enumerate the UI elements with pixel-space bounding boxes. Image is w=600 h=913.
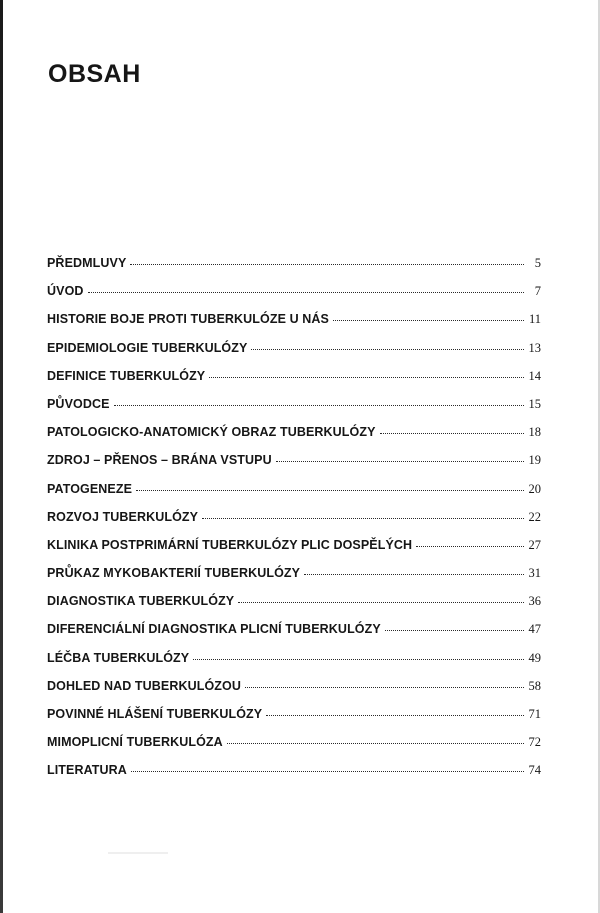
scan-smudge xyxy=(108,852,168,854)
toc-entry xyxy=(47,482,541,510)
toc-page-number: 71 xyxy=(528,707,541,721)
toc-entry-title: POVINNÉ HLÁŠENÍ TUBERKULÓZY xyxy=(47,707,263,721)
toc-entry-title: MIMOPLICNÍ TUBERKULÓZA xyxy=(47,735,223,750)
table-of-contents xyxy=(47,256,541,792)
toc-dot-leader xyxy=(193,659,524,660)
toc-entry-title: LÉČBA TUBERKULÓZY xyxy=(47,650,190,665)
toc-dot-leader xyxy=(227,743,524,744)
toc-entry xyxy=(47,651,541,679)
toc-entry xyxy=(47,594,541,622)
toc-dot-leader xyxy=(266,715,524,716)
toc-entry xyxy=(47,425,541,453)
toc-entry-title: DIAGNOSTIKA TUBERKULÓZY xyxy=(47,594,235,609)
toc-entry-title: PRŮKAZ MYKOBAKTERIÍ TUBERKULÓZY xyxy=(47,566,301,581)
toc-entry-title: LITERATURA xyxy=(47,763,127,778)
toc-entry xyxy=(47,763,541,791)
toc-page-number: 74 xyxy=(528,763,541,778)
toc-dot-leader xyxy=(88,292,524,293)
toc-dot-leader xyxy=(380,433,524,434)
toc-dot-leader xyxy=(251,349,524,350)
toc-page-number: 15 xyxy=(528,396,541,411)
toc-entry xyxy=(47,510,541,538)
toc-entry xyxy=(47,735,541,763)
toc-dot-leader xyxy=(131,771,524,772)
toc-dot-leader xyxy=(245,687,524,688)
toc-dot-leader xyxy=(130,264,524,265)
toc-entry xyxy=(47,284,541,312)
toc-entry-title: DOHLED NAD TUBERKULÓZOU xyxy=(47,678,241,693)
toc-entry-title: ÚVOD xyxy=(47,284,84,299)
toc-dot-leader xyxy=(304,574,524,575)
toc-entry-title: DEFINICE TUBERKULÓZY xyxy=(47,368,206,383)
toc-page-number: 13 xyxy=(528,340,541,355)
toc-page-number: 5 xyxy=(534,256,541,270)
toc-page-number: 7 xyxy=(534,284,541,299)
toc-entry xyxy=(47,369,541,397)
toc-entry-title: PATOLOGICKO-ANATOMICKÝ OBRAZ TUBERKULÓZY xyxy=(47,425,376,440)
toc-dot-leader xyxy=(238,602,524,603)
toc-entry-title: PATOGENEZE xyxy=(47,481,133,496)
toc-dot-leader xyxy=(114,405,524,406)
toc-entry xyxy=(47,256,541,284)
toc-page-number: 27 xyxy=(528,537,541,552)
toc-page-number: 18 xyxy=(528,425,541,440)
toc-entry-title: PŮVODCE xyxy=(47,396,110,411)
toc-entry xyxy=(47,679,541,707)
toc-dot-leader xyxy=(385,630,524,631)
toc-page-number: 58 xyxy=(528,678,541,693)
toc-entry xyxy=(47,453,541,481)
toc-entry-title: KLINIKA POSTPRIMÁRNÍ TUBERKULÓZY PLIC DOSPĚLÝCH xyxy=(47,537,413,552)
toc-entry xyxy=(47,622,541,650)
toc-page-number: 72 xyxy=(528,735,541,750)
toc-entry-title: ROZVOJ TUBERKULÓZY xyxy=(47,509,199,524)
toc-entry-title: ZDROJ – PŘENOS – BRÁNA VSTUPU xyxy=(47,453,272,468)
toc-entry xyxy=(47,538,541,566)
toc-page-number: 36 xyxy=(528,594,541,609)
toc-page-number: 20 xyxy=(528,481,541,496)
toc-entry xyxy=(47,397,541,425)
toc-entry xyxy=(47,341,541,369)
toc-entry xyxy=(47,312,541,340)
toc-dot-leader xyxy=(209,377,524,378)
toc-page-number: 11 xyxy=(528,312,541,327)
toc-dot-leader xyxy=(416,546,524,547)
toc-dot-leader xyxy=(276,461,524,462)
toc-page-number: 47 xyxy=(528,622,541,637)
toc-dot-leader xyxy=(202,518,524,519)
toc-dot-leader xyxy=(333,320,524,321)
toc-entry xyxy=(47,707,541,735)
page-binding-edge xyxy=(0,0,3,913)
toc-entry-title: PŘEDMLUVY xyxy=(47,256,127,270)
toc-entry-title: EPIDEMIOLOGIE TUBERKULÓZY xyxy=(47,340,248,355)
toc-dot-leader xyxy=(136,490,524,491)
toc-page-number: 19 xyxy=(528,453,541,468)
page-title: OBSAH xyxy=(48,60,141,88)
toc-entry-title: HISTORIE BOJE PROTI TUBERKULÓZE U NÁS xyxy=(47,312,329,327)
toc-page-number: 14 xyxy=(528,368,541,383)
toc-entry-title: DIFERENCIÁLNÍ DIAGNOSTIKA PLICNÍ TUBERKULÓZY xyxy=(47,622,381,637)
toc-page-number: 49 xyxy=(528,650,541,665)
toc-entry xyxy=(47,566,541,594)
toc-page-number: 22 xyxy=(528,509,541,524)
toc-page-number: 31 xyxy=(528,566,541,581)
